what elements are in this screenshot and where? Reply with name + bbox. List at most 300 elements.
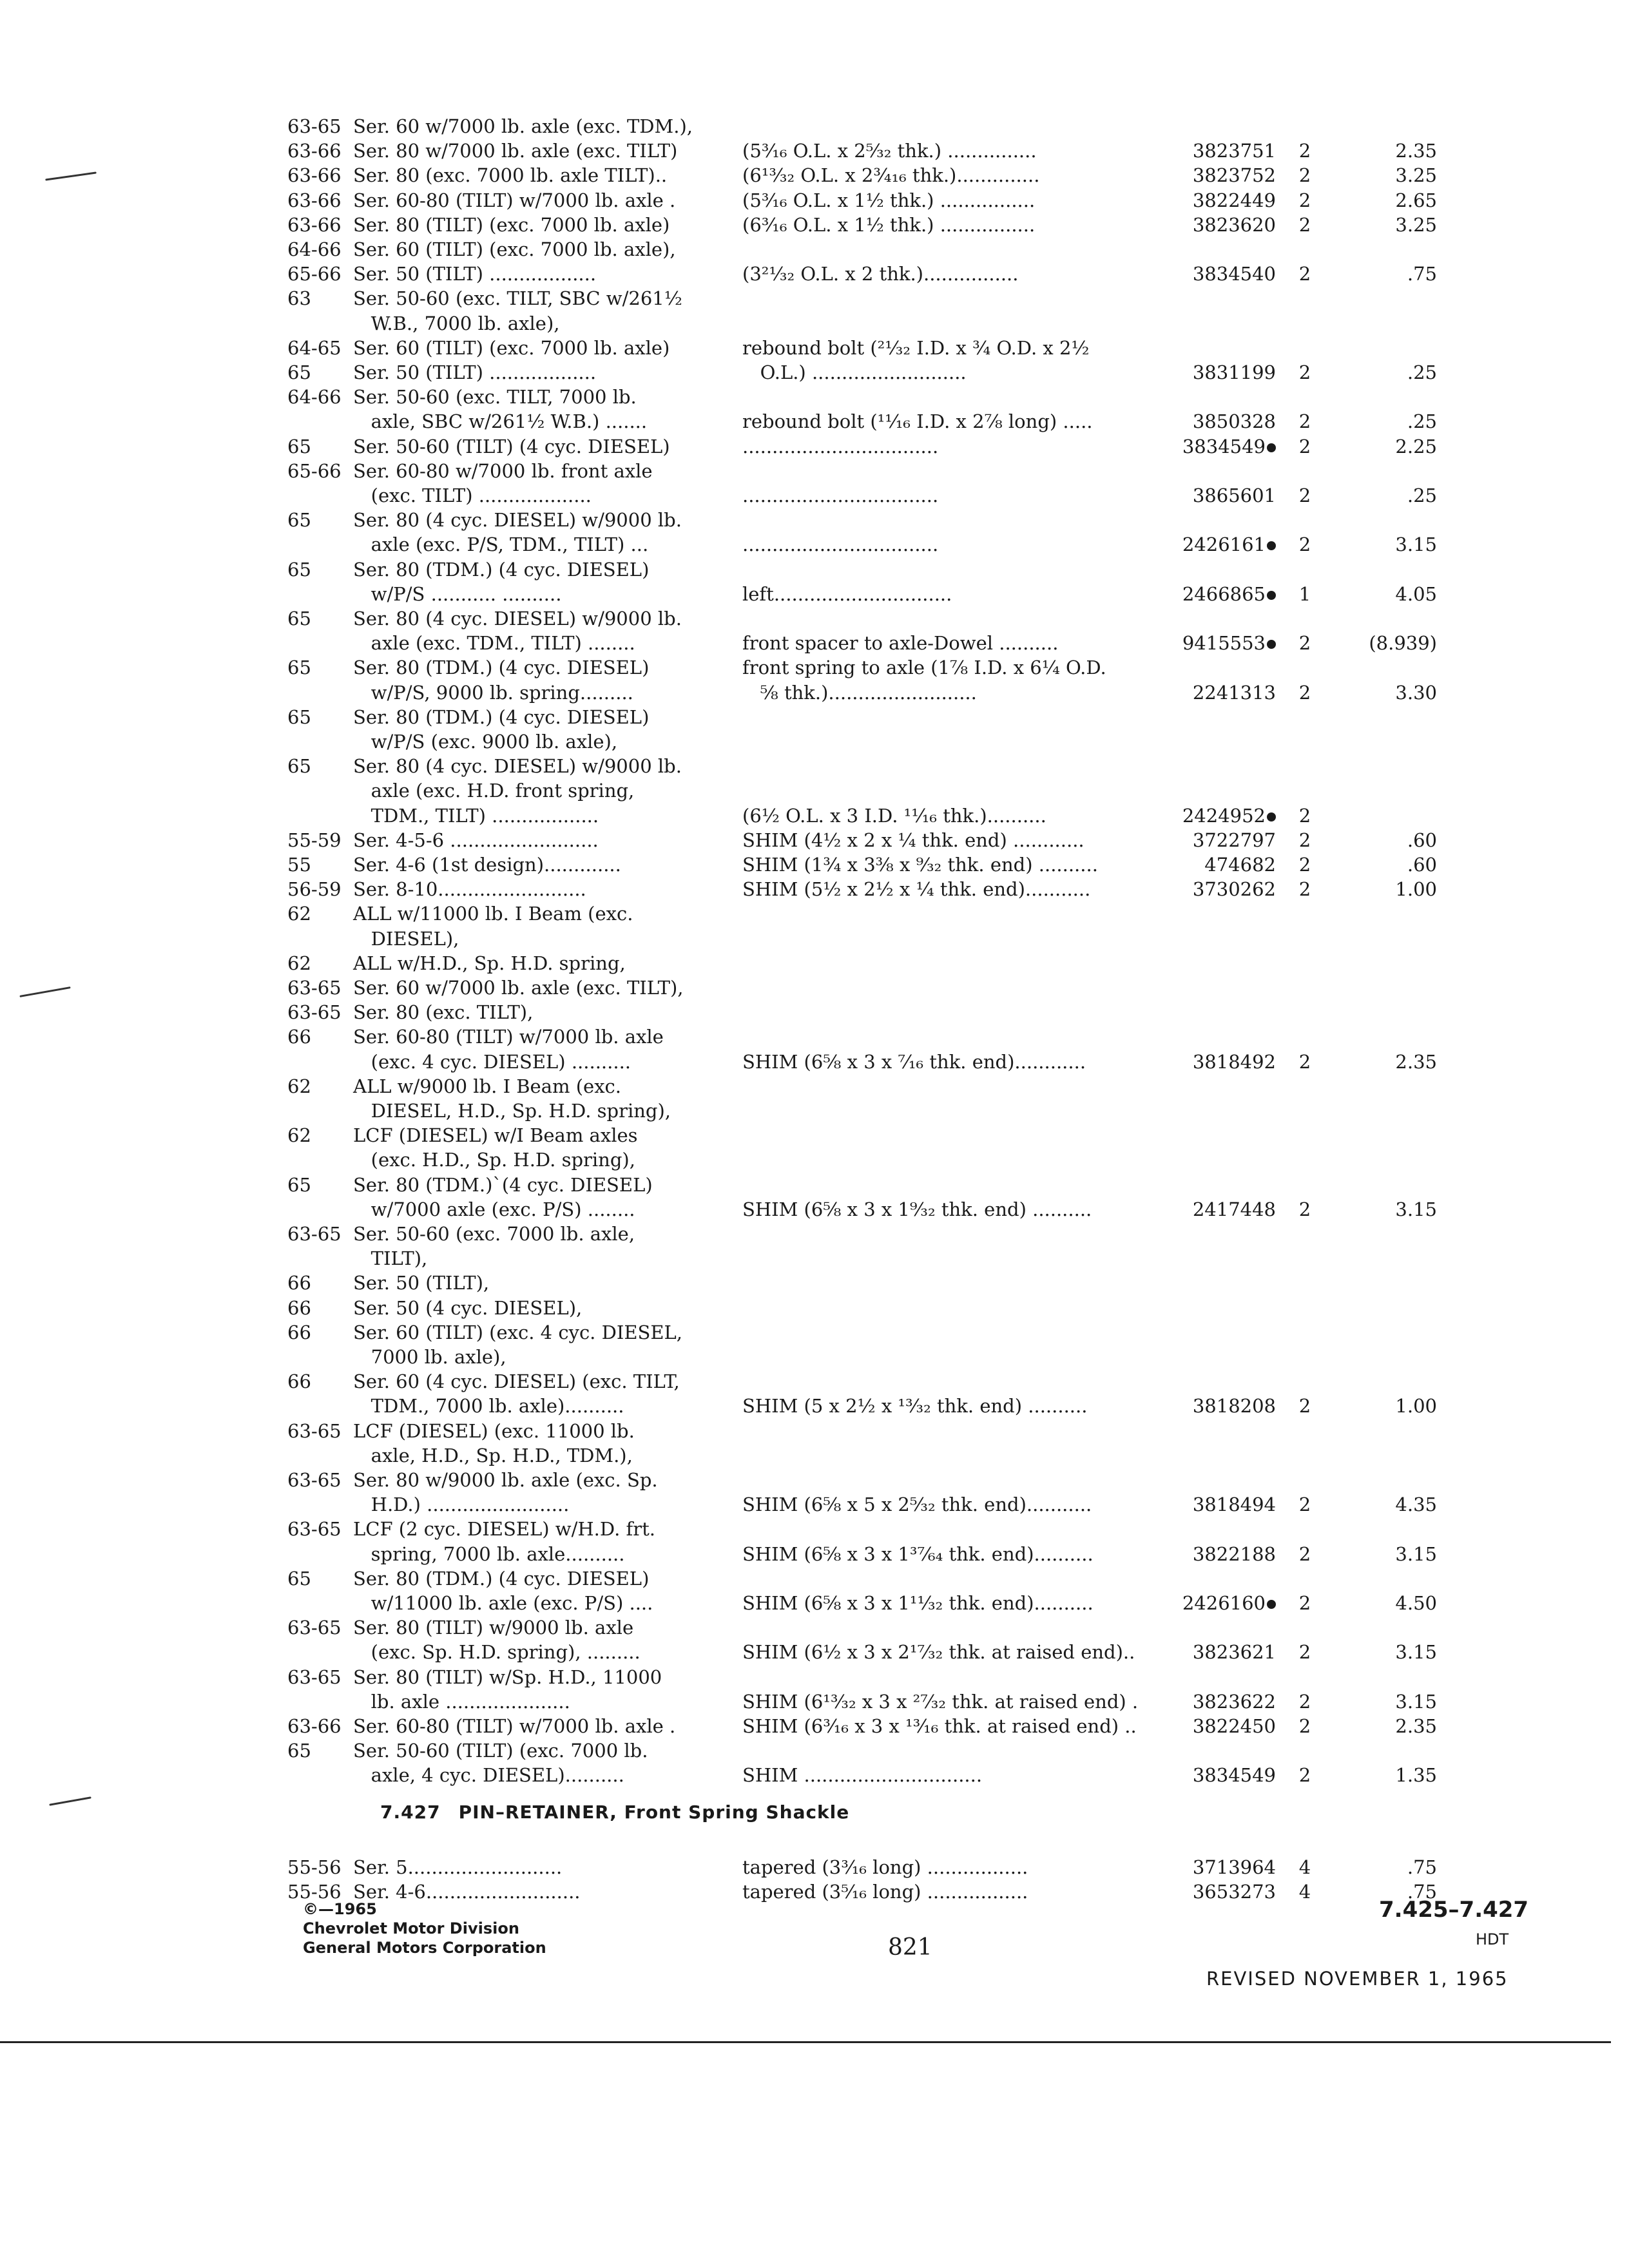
quantity-cell-text: 2 — [1298, 1494, 1311, 1516]
price-cell-text: 1.35 — [1395, 1764, 1437, 1787]
quantity-cell-text: 2 — [1298, 829, 1311, 851]
table-row — [0, 1295, 1629, 1321]
table-row — [0, 1664, 1629, 1690]
part-number-cell — [1160, 1590, 1276, 1616]
description-cell — [742, 852, 1098, 878]
price-cell-text: 3.15 — [1395, 1641, 1437, 1664]
part-number-cell — [1160, 483, 1276, 508]
table-row — [0, 827, 1629, 853]
table-row — [0, 1098, 1629, 1124]
table-row — [0, 704, 1629, 730]
price-cell — [1327, 483, 1437, 508]
description-cell — [742, 1639, 1135, 1665]
year-cell-text: 63-65 — [287, 1223, 342, 1245]
quantity-cell-text: 2 — [1298, 1690, 1311, 1713]
table-row — [0, 1443, 1629, 1468]
quantity-cell-text: 4 — [1298, 1881, 1311, 1903]
quantity-cell-text: 2 — [1298, 140, 1311, 162]
part-number-cell — [1160, 138, 1276, 164]
application-cell — [353, 950, 626, 976]
year-cell-text: 66 — [287, 1321, 311, 1343]
description-cell — [742, 434, 938, 459]
table-row — [0, 212, 1629, 238]
quantity-cell-text: 2 — [1298, 485, 1311, 506]
quantity-cell-text: 2 — [1298, 1050, 1311, 1073]
part-number-cell-text: 3822450 — [1192, 1715, 1276, 1737]
year-cell — [287, 557, 311, 582]
year-cell-text: 65-66 — [287, 459, 342, 482]
quantity-cell — [1295, 803, 1315, 829]
table-row — [0, 1492, 1629, 1517]
quantity-cell-text: 2 — [1298, 681, 1311, 704]
table-row — [0, 458, 1629, 484]
table-row — [0, 187, 1629, 213]
year-cell — [287, 212, 342, 238]
application-cell — [353, 1073, 621, 1099]
description-cell — [742, 1762, 982, 1788]
part-number-cell-text: 2241313 — [1192, 681, 1276, 704]
application-cell-text: W.B., 7000 lb. axle), — [353, 312, 560, 334]
application-cell-text: axle, H.D., Sp. H.D., TDM.), — [353, 1444, 633, 1466]
description-cell — [742, 1689, 1138, 1715]
application-cell — [353, 236, 676, 262]
part-number-cell-text: 3713964 — [1192, 1856, 1276, 1878]
year-cell — [287, 335, 342, 361]
year-cell-text: 66 — [287, 1296, 311, 1319]
application-cell — [353, 483, 592, 508]
application-cell-text: Ser. 80 (4 cyc. DIESEL) w/9000 lb. — [353, 755, 682, 778]
year-cell-text: 62 — [287, 1124, 311, 1147]
table-row — [0, 1689, 1629, 1715]
quantity-cell — [1295, 852, 1315, 878]
table-row — [0, 1344, 1629, 1370]
table-row — [0, 1615, 1629, 1640]
year-cell-text: 55-59 — [287, 829, 342, 851]
part-number-cell-text: 2424952 — [1182, 804, 1266, 827]
price-cell — [1327, 162, 1437, 188]
application-cell-text: LCF (DIESEL) w/I Beam axles — [353, 1124, 638, 1147]
part-number-cell-text: 3730262 — [1192, 878, 1276, 901]
price-cell-text: .75 — [1407, 1856, 1437, 1878]
year-cell — [287, 1615, 342, 1640]
application-cell-text: (exc. 4 cyc. DIESEL) .......... — [353, 1050, 631, 1073]
year-cell-text: 63-65 — [287, 1617, 342, 1639]
table-row — [0, 1245, 1629, 1271]
description-cell-text: SHIM (5 x 2½ x ¹³⁄₃₂ thk. end) .......... — [742, 1395, 1088, 1418]
year-cell — [287, 1295, 311, 1321]
application-cell — [353, 1221, 635, 1247]
year-cell — [287, 1172, 311, 1198]
year-cell — [287, 1270, 311, 1296]
description-cell-text: tapered (3³⁄₁₆ long) ................. — [742, 1856, 1028, 1878]
part-number-cell-text: 3818208 — [1192, 1395, 1276, 1418]
quantity-cell — [1295, 408, 1315, 434]
application-cell-text: (exc. H.D., Sp. H.D. spring), — [353, 1149, 635, 1171]
application-cell-text: Ser. 80 (TILT) (exc. 7000 lb. axle) — [353, 213, 670, 236]
year-cell-text: 65 — [287, 558, 311, 581]
application-cell — [353, 1245, 427, 1271]
description-cell-text: SHIM (6⅝ x 5 x 2⁵⁄₃₂ thk. end)........... — [742, 1494, 1092, 1516]
description-cell-text: SHIM (6⅝ x 3 x 1³⁷⁄₆₄ thk. end).......... — [742, 1542, 1094, 1565]
part-number-cell-text: 2417448 — [1192, 1198, 1276, 1220]
application-cell-text: axle (exc. TDM., TILT) ........ — [353, 632, 635, 655]
description-cell — [742, 1590, 1094, 1616]
application-cell — [353, 187, 675, 213]
price-cell-text: 4.05 — [1395, 582, 1437, 605]
application-cell-text: axle, 4 cyc. DIESEL).......... — [353, 1764, 624, 1787]
part-number-cell-text: 3822188 — [1192, 1542, 1276, 1565]
application-cell — [353, 1344, 506, 1370]
price-cell — [1327, 1590, 1437, 1616]
price-cell — [1327, 1713, 1437, 1739]
quantity-cell — [1295, 581, 1315, 607]
quantity-cell-text: 2 — [1298, 1641, 1311, 1664]
application-cell — [353, 1024, 664, 1050]
table-row — [0, 926, 1629, 952]
application-cell-text: Ser. 50 (TILT) .................. — [353, 361, 597, 383]
table-row — [0, 1516, 1629, 1542]
price-cell-text: .75 — [1407, 1881, 1437, 1903]
price-cell-text: .25 — [1407, 410, 1437, 433]
application-cell-text: Ser. 60 w/7000 lb. axle (exc. TDM.), — [353, 115, 693, 137]
year-cell-text: 63-66 — [287, 213, 342, 236]
application-cell-text: Ser. 50 (TILT), — [353, 1272, 490, 1294]
year-cell — [287, 1024, 311, 1050]
application-cell — [353, 557, 649, 582]
application-cell — [353, 311, 560, 336]
application-cell-text: Ser. 60 (4 cyc. DIESEL) (exc. TILT, — [353, 1370, 680, 1393]
description-cell-text: SHIM (6³⁄₁₆ x 3 x ¹³⁄₁₆ thk. at raised end) .. — [742, 1715, 1137, 1737]
table-row — [0, 1541, 1629, 1567]
year-cell-text: 62 — [287, 903, 311, 925]
price-cell-text: 4.35 — [1395, 1494, 1437, 1516]
application-cell — [353, 1738, 648, 1763]
table-row — [0, 1639, 1629, 1665]
quantity-cell — [1295, 876, 1315, 902]
table-row — [0, 1196, 1629, 1222]
copyright: ©—1965 — [303, 1900, 377, 1918]
year-cell-text: 63-65 — [287, 1518, 342, 1541]
price-cell — [1327, 852, 1437, 878]
price-cell — [1327, 187, 1437, 213]
price-cell — [1327, 1762, 1437, 1788]
year-cell — [287, 852, 311, 878]
year-cell — [287, 1073, 311, 1099]
price-cell — [1327, 360, 1437, 385]
quantity-cell — [1295, 434, 1315, 459]
table-row — [0, 630, 1629, 656]
application-cell — [353, 1393, 624, 1419]
year-cell — [287, 753, 311, 779]
part-number-cell — [1160, 630, 1276, 656]
price-cell — [1327, 827, 1437, 853]
year-cell — [287, 1664, 342, 1690]
application-cell — [353, 827, 599, 853]
application-cell-text: Ser. 80 w/7000 lb. axle (exc. TILT) — [353, 140, 678, 162]
year-cell-text: 55-56 — [287, 1881, 342, 1903]
quantity-cell — [1295, 827, 1315, 853]
description-cell-text: O.L.) .......................... — [742, 361, 967, 383]
description-cell — [742, 1879, 1028, 1905]
application-cell — [353, 1516, 655, 1542]
table-row — [0, 1738, 1629, 1763]
quantity-cell — [1295, 1196, 1315, 1222]
bullet-marker-icon — [1267, 812, 1276, 822]
year-cell-text: 65 — [287, 657, 311, 679]
year-cell — [287, 827, 342, 853]
quantity-cell-text: 2 — [1298, 1198, 1311, 1220]
application-cell-text: Ser. 60 w/7000 lb. axle (exc. TILT), — [353, 977, 684, 999]
quantity-cell-text: 2 — [1298, 213, 1311, 236]
table-row — [0, 311, 1629, 336]
margin-tick-mark — [49, 1796, 92, 1805]
division-name: Chevrolet Motor Division — [303, 1919, 519, 1937]
application-cell-text: Ser. 50-60 (exc. TILT, 7000 lb. — [353, 386, 637, 408]
year-cell — [287, 901, 311, 927]
year-cell — [287, 1122, 311, 1148]
description-cell — [742, 212, 1035, 238]
price-cell-text: (8.939) — [1369, 632, 1437, 655]
application-cell — [353, 753, 682, 779]
application-cell — [353, 113, 693, 139]
part-number-cell-text: 2426160 — [1182, 1592, 1266, 1614]
application-cell-text: Ser. 80 (exc. TILT), — [353, 1001, 534, 1024]
application-cell — [353, 704, 649, 730]
application-cell-text: Ser. 60 (TILT) (exc. 7000 lb. axle) — [353, 336, 670, 359]
application-cell — [353, 655, 649, 680]
part-number-cell — [1160, 1541, 1276, 1567]
application-cell-text: Ser. 60-80 w/7000 lb. front axle — [353, 459, 653, 482]
application-cell — [353, 1664, 662, 1690]
description-cell-text: tapered (3⁵⁄₁₆ long) ................. — [742, 1881, 1028, 1903]
application-cell-text: Ser. 80 (4 cyc. DIESEL) w/9000 lb. — [353, 509, 682, 532]
application-cell — [353, 876, 586, 902]
year-cell-text: 63-66 — [287, 140, 342, 162]
part-number-cell-text: 2466865 — [1182, 582, 1266, 605]
table-row — [0, 1147, 1629, 1173]
application-cell-text: Ser. 80 (TDM.) (4 cyc. DIESEL) — [353, 706, 650, 728]
price-cell — [1327, 212, 1437, 238]
part-number-cell — [1160, 434, 1276, 459]
part-number-cell — [1160, 187, 1276, 213]
application-cell — [353, 1098, 671, 1124]
table-row — [0, 507, 1629, 533]
application-cell-text: Ser. 50-60 (exc. 7000 lb. axle, — [353, 1223, 635, 1245]
quantity-cell — [1295, 1590, 1315, 1616]
part-number-cell — [1160, 1393, 1276, 1419]
quantity-cell-text: 2 — [1298, 1764, 1311, 1787]
quantity-cell — [1295, 1049, 1315, 1075]
application-cell-text: DIESEL, H.D., Sp. H.D. spring), — [353, 1100, 671, 1122]
price-cell — [1327, 630, 1437, 656]
table-row — [0, 434, 1629, 459]
part-number-cell — [1160, 1492, 1276, 1517]
part-number-cell-text: 3865601 — [1192, 485, 1276, 506]
table-row — [0, 261, 1629, 287]
table-row — [0, 1418, 1629, 1444]
table-row — [0, 950, 1629, 976]
description-cell — [742, 162, 1039, 188]
price-cell-text: 3.25 — [1395, 213, 1437, 236]
price-cell-text: 2.25 — [1395, 435, 1437, 457]
price-cell — [1327, 1639, 1437, 1665]
application-cell-text: Ser. 80 (TILT) w/9000 lb. axle — [353, 1617, 634, 1639]
revision-date: REVISED NOVEMBER 1, 1965 — [1206, 1968, 1509, 1990]
description-cell-text: (6³⁄₁₆ O.L. x 1½ thk.) ................ — [742, 213, 1036, 236]
description-cell — [742, 1196, 1092, 1222]
table-row — [0, 729, 1629, 754]
quantity-cell-text: 2 — [1298, 854, 1311, 876]
application-cell-text: Ser. 80 (TDM.) (4 cyc. DIESEL) — [353, 657, 650, 679]
year-cell-text: 65 — [287, 755, 311, 778]
application-cell — [353, 901, 633, 927]
quantity-cell-text: 4 — [1298, 1856, 1311, 1878]
description-cell — [742, 187, 1035, 213]
description-cell — [742, 1854, 1028, 1880]
price-cell — [1327, 408, 1437, 434]
quantity-cell — [1295, 1879, 1315, 1905]
application-cell-text: Ser. 80 (TDM.)`(4 cyc. DIESEL) — [353, 1173, 653, 1196]
quantity-cell-text: 2 — [1298, 1592, 1311, 1614]
year-cell-text: 66 — [287, 1026, 311, 1048]
application-cell-text: w/P/S (exc. 9000 lb. axle), — [353, 731, 618, 753]
part-number-cell — [1160, 1713, 1276, 1739]
table-row — [0, 557, 1629, 582]
part-number-cell — [1160, 581, 1276, 607]
application-cell-text: TDM., 7000 lb. axle).......... — [353, 1395, 624, 1418]
application-cell — [353, 1122, 638, 1148]
quantity-cell-text: 2 — [1298, 1715, 1311, 1737]
description-cell-text: front spring to axle (1⅞ I.D. x 6¼ O.D. — [742, 657, 1106, 679]
table-row — [0, 975, 1629, 1001]
description-cell-text: SHIM .............................. — [742, 1764, 983, 1787]
corporation-name: General Motors Corporation — [303, 1939, 546, 1957]
quantity-cell — [1295, 138, 1315, 164]
table-row — [0, 1024, 1629, 1050]
description-cell — [742, 138, 1037, 164]
table-row — [0, 606, 1629, 631]
quantity-cell — [1295, 630, 1315, 656]
part-number-cell-text: 3831199 — [1192, 361, 1276, 383]
application-cell — [353, 1196, 635, 1222]
description-cell — [742, 335, 1090, 361]
year-cell — [287, 187, 342, 213]
table-row — [0, 532, 1629, 557]
price-cell-text: 3.15 — [1395, 1198, 1437, 1220]
description-cell-text: left.............................. — [742, 582, 952, 605]
application-cell — [353, 1762, 624, 1788]
year-cell-text: 65 — [287, 1567, 311, 1590]
price-cell-text: .25 — [1407, 361, 1437, 383]
application-cell-text: Ser. 60-80 (TILT) w/7000 lb. axle — [353, 1026, 664, 1048]
application-cell — [353, 1639, 641, 1665]
table-row — [0, 285, 1629, 311]
application-cell — [353, 803, 599, 829]
year-cell — [287, 704, 311, 730]
quantity-cell — [1295, 261, 1315, 287]
bullet-marker-icon — [1267, 591, 1276, 600]
application-cell — [353, 630, 635, 656]
application-cell — [353, 1369, 680, 1394]
part-number-cell — [1160, 1196, 1276, 1222]
part-number-cell-text: 3823751 — [1192, 140, 1276, 162]
application-cell — [353, 458, 653, 484]
price-cell-text: 4.50 — [1395, 1592, 1437, 1614]
part-number-cell — [1160, 827, 1276, 853]
application-cell — [353, 384, 637, 410]
application-cell-text: Ser. 50 (4 cyc. DIESEL), — [353, 1296, 583, 1319]
quantity-cell — [1295, 162, 1315, 188]
table-row — [0, 999, 1629, 1025]
year-cell-text: 56-59 — [287, 878, 342, 901]
application-cell — [353, 1418, 635, 1444]
price-cell — [1327, 1196, 1437, 1222]
application-cell — [353, 1443, 633, 1468]
application-cell-text: axle (exc. P/S, TDM., TILT) ... — [353, 533, 649, 556]
application-cell-text: Ser. 50 (TILT) .................. — [353, 263, 597, 285]
table-row — [0, 408, 1629, 434]
table-row — [0, 1073, 1629, 1099]
part-number-cell-text: 3823620 — [1192, 213, 1276, 236]
description-cell-text: SHIM (4½ x 2 x ¼ thk. end) ............ — [742, 829, 1084, 851]
application-cell-text: w/11000 lb. axle (exc. P/S) .... — [353, 1592, 653, 1614]
application-cell — [353, 1295, 582, 1321]
year-cell — [287, 1854, 342, 1880]
quantity-cell-text: 2 — [1298, 878, 1311, 901]
application-cell-text: DIESEL), — [353, 927, 459, 950]
year-cell — [287, 1418, 342, 1444]
application-cell — [353, 1689, 570, 1715]
year-cell — [287, 507, 311, 533]
year-cell-text: 63-65 — [287, 977, 342, 999]
bottom-rule — [0, 2041, 1611, 2043]
description-cell — [742, 360, 967, 385]
year-cell — [287, 1369, 311, 1394]
table-row — [0, 655, 1629, 680]
application-cell-text: spring, 7000 lb. axle.......... — [353, 1542, 625, 1565]
part-number-cell-text: 3834540 — [1192, 263, 1276, 285]
application-cell — [353, 852, 621, 878]
price-cell-text: .25 — [1407, 485, 1437, 506]
quantity-cell-text: 2 — [1298, 1542, 1311, 1565]
part-number-cell — [1160, 1689, 1276, 1715]
application-cell-text: LCF (2 cyc. DIESEL) w/H.D. frt. — [353, 1518, 655, 1541]
application-cell — [353, 212, 670, 238]
application-cell-text: Ser. 80 (exc. 7000 lb. axle TILT).. — [353, 164, 668, 187]
application-cell-text: Ser. 80 (TDM.) (4 cyc. DIESEL) — [353, 1567, 650, 1590]
application-cell — [353, 1049, 631, 1075]
year-cell-text: 63-65 — [287, 115, 342, 137]
application-cell-text: ALL w/H.D., Sp. H.D. spring, — [353, 952, 626, 974]
quantity-cell — [1295, 1713, 1315, 1739]
description-cell — [742, 1393, 1087, 1419]
year-cell-text: 62 — [287, 1075, 311, 1097]
part-number-cell — [1160, 261, 1276, 287]
quantity-cell-text: 2 — [1298, 164, 1311, 187]
part-number-cell-text: 3823621 — [1192, 1641, 1276, 1664]
part-number-cell-text: 3818492 — [1192, 1050, 1276, 1073]
year-cell-text: 63-65 — [287, 1419, 342, 1442]
application-cell-text: (exc. Sp. H.D. spring), ......... — [353, 1641, 641, 1664]
description-cell-text: (5³⁄₁₆ O.L. x 1½ thk.) ................ — [742, 189, 1036, 211]
quantity-cell-text: 2 — [1298, 632, 1311, 655]
application-cell-text: Ser. 5.......................... — [353, 1856, 563, 1878]
year-cell — [287, 138, 342, 164]
quantity-cell — [1295, 1762, 1315, 1788]
application-cell-text: 7000 lb. axle), — [353, 1346, 506, 1368]
price-cell — [1327, 261, 1437, 287]
year-cell-text: 63-66 — [287, 1715, 342, 1737]
